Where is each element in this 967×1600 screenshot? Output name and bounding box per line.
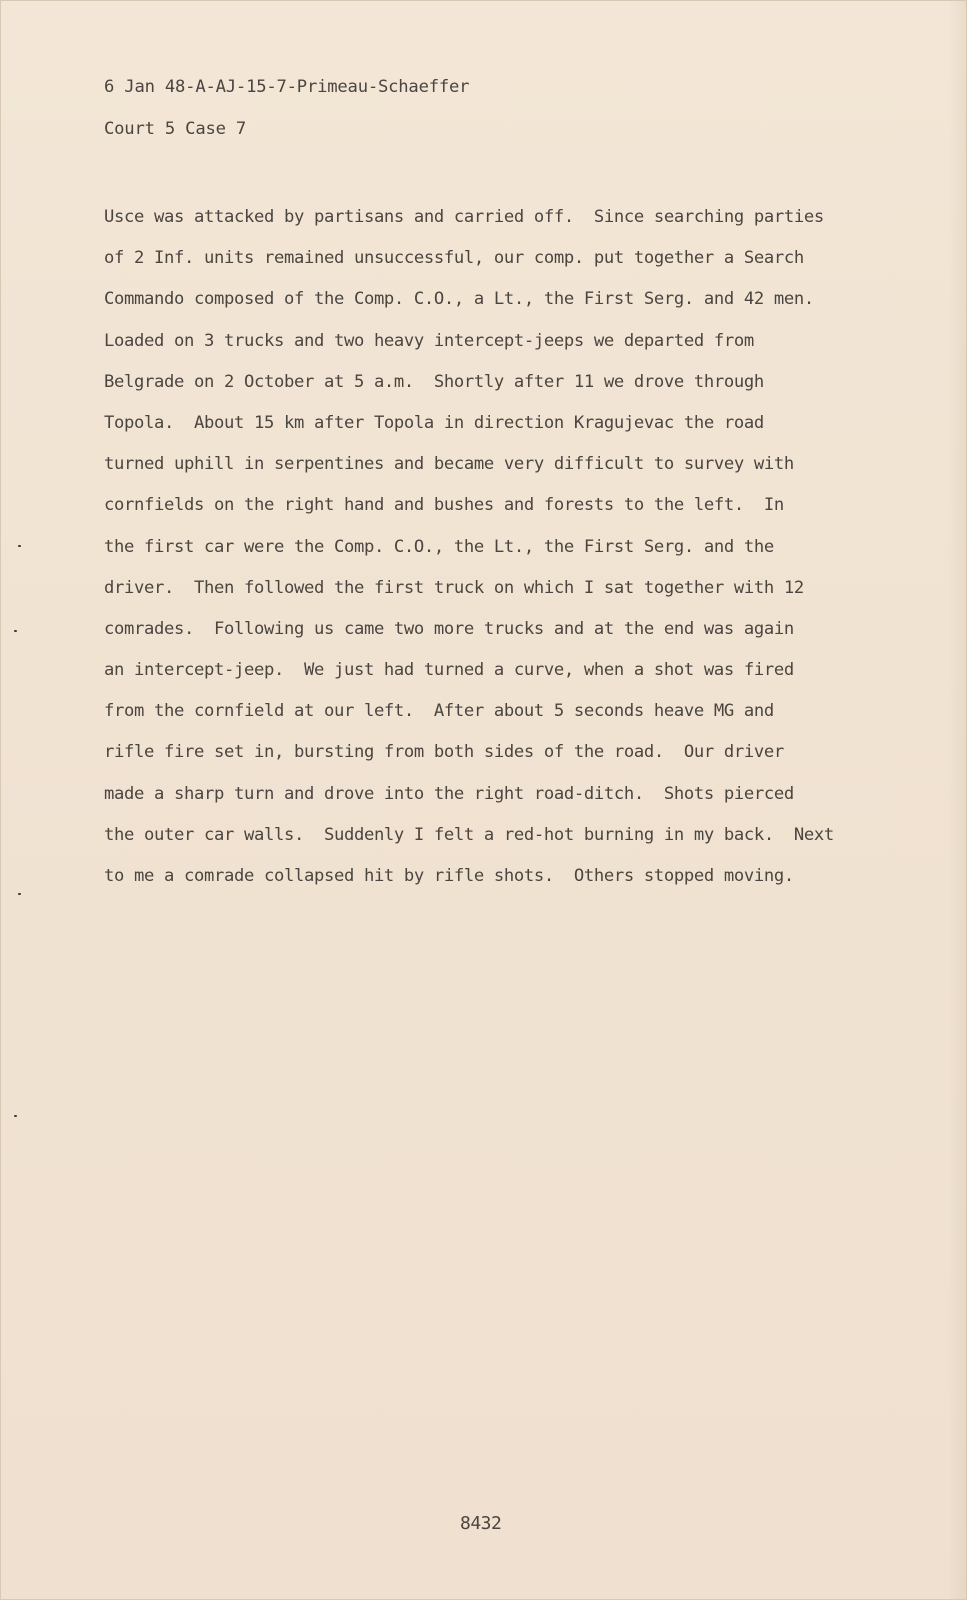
body-line: comrades. Following us came two more trucks and at the end was again (104, 618, 794, 639)
body-line: Belgrade on 2 October at 5 a.m. Shortly after 11 we drove through (104, 371, 764, 392)
body-line: made a sharp turn and drove into the right road-ditch. Shots pierced (104, 783, 794, 804)
body-line: the outer car walls. Suddenly I felt a red-hot burning in my back. Next (104, 824, 834, 845)
body-line: driver. Then followed the first truck on which I sat together with 12 (104, 577, 804, 598)
body-line: Topola. About 15 km after Topola in direction Kragujevac the road (104, 412, 764, 433)
body-line: an intercept-jeep. We just had turned a curve, when a shot was fired (104, 660, 794, 681)
page-number: 8432 (460, 1513, 502, 1534)
body-line: the first car were the Comp. C.O., the Lt., the First Serg. and the (104, 536, 774, 557)
body-line: turned uphill in serpentines and became very difficult to survey with (104, 454, 794, 475)
body-line: Usce was attacked by partisans and carried off. Since searching parties (104, 207, 824, 227)
paper-mark (18, 893, 21, 895)
body-line: Loaded on 3 trucks and two heavy intercept-jeeps we departed from (104, 330, 754, 351)
body-line: to me a comrade collapsed hit by rifle shots. Others stopped moving. (104, 866, 794, 886)
body-line: Commando composed of the Comp. C.O., a Lt., the First Serg. and 42 men. (104, 289, 814, 310)
document-header-court-case: Court 5 Case 7 (104, 119, 247, 139)
paper-mark (14, 630, 17, 632)
body-line: rifle fire set in, bursting from both sides of the road. Our driver (104, 742, 784, 763)
body-line: from the cornfield at our left. After about 5 seconds heave MG and (104, 701, 774, 722)
document-header-reference: 6 Jan 48-A-AJ-15-7-Primeau-Schaeffer (104, 77, 470, 97)
paper-mark (18, 545, 21, 547)
body-line: of 2 Inf. units remained unsuccessful, our comp. put together a Search (104, 248, 804, 269)
body-line: cornfields on the right hand and bushes and forests to the left. In (104, 495, 784, 516)
paper-mark (14, 1115, 17, 1117)
document-body (104, 197, 884, 897)
